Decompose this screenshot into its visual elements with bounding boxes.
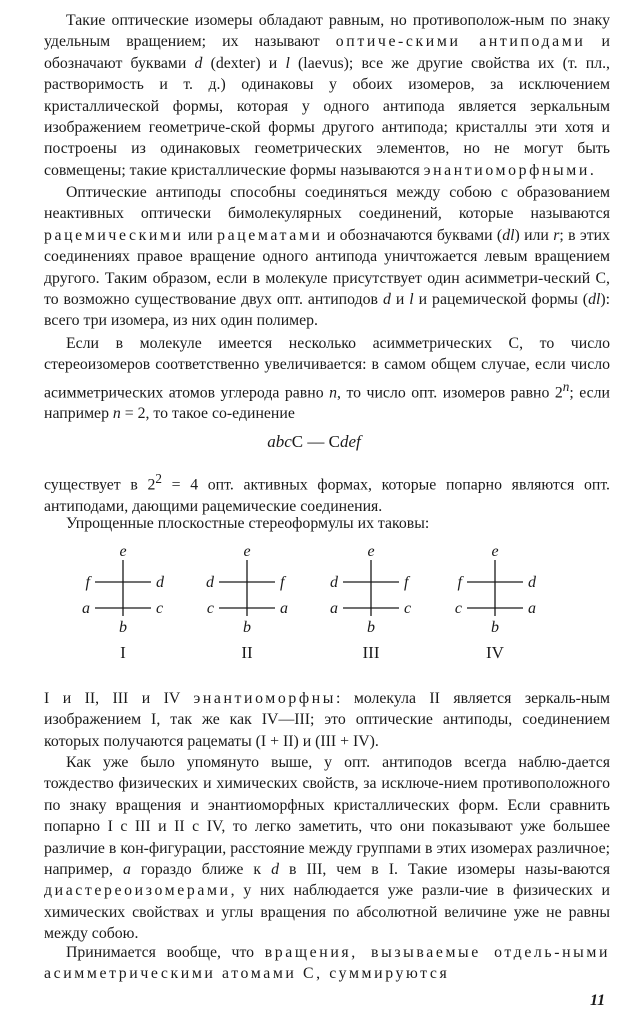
group-label-lower-right: c bbox=[404, 600, 412, 617]
symbol-d: d bbox=[194, 54, 203, 72]
group-label-lower-left: a bbox=[82, 600, 90, 617]
group-label-lower-left: a bbox=[330, 600, 338, 617]
group-label-lower-left: c bbox=[206, 600, 214, 617]
symbol-dl: dl bbox=[502, 226, 515, 244]
paragraph-racemic bbox=[44, 182, 610, 332]
stereoformula-diagram bbox=[78, 540, 578, 690]
text-run: в III, чем в I. Такие изомеры назы-ваются bbox=[279, 861, 610, 879]
text-run: Как уже было упомянуто выше, у опт. антиподов всегда наблю-дается тождество физических и химических свойств, за исключе-нием противоположного по знаку вращения и энантиоморфных кристаллических форм. Если сравнить попарно I с III и II с IV, то легко заметить, что они показывают уже большее различие в кон-фигурации, расстояние между группами в этих изомерах различное; например, bbox=[44, 754, 610, 879]
text-run: и обозначаются буквами ( bbox=[322, 226, 503, 244]
group-label-bottom: b bbox=[491, 619, 499, 636]
symbol-dl: dl bbox=[588, 291, 601, 309]
text-run: , у них наблюдается уже разли-чие в физических и химических свойствах и углы вращения по абсолютной величине уже не равны между собою. bbox=[44, 882, 610, 943]
text-run: ) или bbox=[514, 226, 554, 244]
text-run: = 4 опт. активных формах, которые попарно являются опт. антиподами, дающими рацемические соединения. bbox=[44, 476, 610, 515]
formula-right-groups: def bbox=[339, 432, 361, 451]
group-label-upper-right: d bbox=[528, 574, 536, 591]
paragraph-several-asymmetric bbox=[44, 333, 610, 425]
text-run: : молекула II является зеркаль-ным изображением I, так же как IV—III; это оптические антиподы, соединением которых получаются рацематы (I + II) и (III + IV). bbox=[44, 690, 610, 750]
formula-left-groups: abc bbox=[267, 432, 292, 451]
group-label-top: e bbox=[119, 543, 127, 560]
group-label-top: e bbox=[243, 543, 251, 560]
isomer-numeral: II bbox=[241, 643, 253, 662]
text-run: ): всего три изомера, из них один полимер. bbox=[44, 291, 611, 330]
text-run: гораздо ближе к bbox=[130, 861, 272, 879]
symbol-l: l bbox=[409, 291, 414, 309]
term-enantiomorphic: энантиоморфными. bbox=[423, 161, 597, 179]
group-label-upper-left: d bbox=[206, 574, 214, 591]
group-label-lower-right: a bbox=[280, 600, 288, 617]
formula-bond: C — C bbox=[291, 432, 340, 451]
symbol-n: n bbox=[112, 405, 121, 423]
page-number bbox=[590, 992, 605, 1010]
group-label-bottom: b bbox=[243, 619, 251, 636]
symbol-a: a bbox=[122, 861, 131, 879]
paragraph-optical-isomers bbox=[44, 10, 610, 181]
text-run: (laevus); все же другие свойства их (т. пл., растворимость и т. д.) одинаковы у обоих изомеров, за исключением кристаллической формы, которая у одного антипода является зеркальным изображением геометриче-ской формы другого антипода; кристаллы эти хотя и построены из одинаковых геометрических элементов, но не могут быть совмещены; такие кристаллические формы называются bbox=[44, 54, 610, 179]
stereoformula-IV bbox=[455, 543, 537, 662]
group-label-top: e bbox=[491, 543, 499, 560]
formula-abc-c-c-def bbox=[0, 432, 628, 452]
text-run: Оптические антиподы способны соединяться между собою с образованием неактивных оптически бимолекулярных соединений, которые называются bbox=[44, 184, 610, 223]
group-label-upper-left: f bbox=[457, 574, 462, 591]
text-run: ным по знаку удельным вращением; их называют bbox=[44, 12, 610, 51]
term-rotations-sum: вращения, вызываемые отдель-ными асимметрическими атомами С, суммируются bbox=[44, 944, 611, 983]
group-label-lower-right: a bbox=[528, 600, 536, 617]
text-run: Упрощенные плоскостные стереоформулы их таковы: bbox=[66, 515, 430, 532]
group-label-bottom: b bbox=[119, 619, 127, 636]
stereoformula-III bbox=[330, 543, 411, 662]
term-racemates: рацематами bbox=[217, 226, 323, 244]
text-run: = 2, то такое со-единение bbox=[120, 405, 295, 423]
isomer-numeral: III bbox=[362, 643, 380, 662]
paragraph-enantiomorphic-pairs bbox=[44, 688, 610, 752]
stereoformula-II bbox=[206, 543, 288, 662]
text-run: ; в этих соединениях правое вращение одного антипода уничтожается левым вращением другого. Таким образом, если в молекуле присутствует один асимметри-ческий С, то возможно существование двух опт. антиподов bbox=[44, 226, 610, 309]
symbol-n: n bbox=[329, 384, 338, 402]
paragraph-four-forms bbox=[44, 468, 610, 517]
term-enantiomorphic: энантиоморфны bbox=[193, 690, 336, 707]
text-run: Если в молекуле имеется несколько асимметрических С, то число стереоизомеров соответственно увеличивается: в самом общем случае, если число асимметрических атомов углерода равно bbox=[44, 335, 610, 402]
isomer-numeral: I bbox=[120, 643, 126, 662]
text-run: и рацемической формы ( bbox=[413, 291, 589, 309]
group-label-top: e bbox=[367, 543, 375, 560]
paragraph-stereoformulas-intro bbox=[44, 513, 610, 534]
text-run: I и II, III и IV bbox=[44, 690, 194, 707]
text-run: Принимается вообще, что bbox=[66, 944, 265, 961]
page-number-text: 11 bbox=[590, 992, 606, 1009]
paragraph-diastereomers bbox=[44, 752, 610, 945]
group-label-bottom: b bbox=[367, 619, 375, 636]
isomer-numeral: IV bbox=[486, 643, 504, 662]
term-racemic: рацемическими bbox=[44, 226, 184, 244]
group-label-upper-left: f bbox=[85, 574, 90, 591]
text-run: (dexter) и bbox=[202, 54, 286, 72]
text-run: и обозначают буквами bbox=[44, 33, 610, 72]
term-optical-antipodes: оптиче-скими антиподами bbox=[335, 33, 586, 51]
text-run: ; если например bbox=[44, 384, 611, 423]
symbol-d: d bbox=[271, 861, 280, 879]
group-label-upper-right: f bbox=[280, 574, 285, 591]
symbol-l: l bbox=[285, 54, 290, 72]
term-diastereomers: диастереоизомерами bbox=[44, 882, 231, 900]
text-run: и bbox=[390, 291, 410, 309]
superscript-n: n bbox=[562, 378, 570, 394]
group-label-upper-right: d bbox=[156, 574, 164, 591]
text-run: или bbox=[183, 226, 218, 244]
text-run: , то число опт. изомеров равно 2 bbox=[337, 384, 563, 402]
group-label-lower-left: c bbox=[454, 600, 462, 617]
paragraph-rotations-sum bbox=[44, 942, 610, 985]
group-label-upper-right: f bbox=[404, 574, 409, 591]
text-run: Такие оптические изомеры обладают равным, но противополож- bbox=[66, 12, 516, 29]
stereoformula-I bbox=[82, 543, 165, 662]
symbol-d: d bbox=[382, 291, 391, 309]
group-label-lower-right: c bbox=[156, 600, 164, 617]
group-label-upper-left: d bbox=[330, 574, 338, 591]
symbol-r: r bbox=[553, 226, 560, 244]
text-run: существует в 2 bbox=[44, 476, 156, 494]
superscript-2: 2 bbox=[155, 471, 162, 486]
